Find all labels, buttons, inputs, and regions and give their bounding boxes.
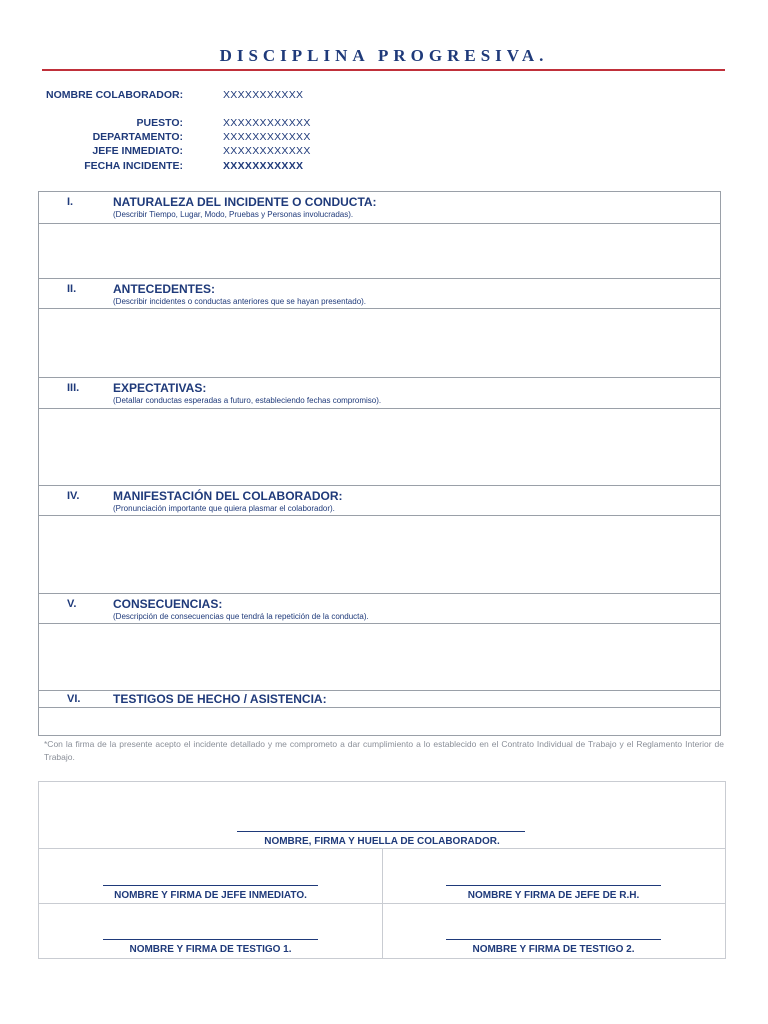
section-header — [39, 378, 720, 409]
jefe-value: XXXXXXXXXXXX — [223, 145, 311, 157]
section-header — [39, 486, 720, 516]
section-number: V. — [67, 598, 77, 610]
section-number: I. — [67, 196, 74, 208]
jefe-label: JEFE INMEDIATO: — [92, 145, 183, 157]
section-title: MANIFESTACIÓN DEL COLABORADOR: — [113, 489, 343, 503]
section-input-area[interactable] — [39, 516, 720, 594]
section-number: IV. — [67, 490, 80, 502]
section-header — [39, 192, 720, 224]
fecha-label: FECHA INCIDENTE: — [84, 160, 183, 172]
sections-table — [38, 191, 721, 736]
departamento-label: DEPARTAMENTO: — [92, 131, 183, 143]
section-description: (Descripción de consecuencias que tendrá la repetición de la conducta). — [113, 612, 369, 621]
signature-row — [39, 849, 725, 904]
signature-row — [39, 904, 725, 958]
section-input-area[interactable] — [39, 624, 720, 691]
signature-label-colaborador: NOMBRE, FIRMA Y HUELLA DE COLABORADOR. — [264, 836, 500, 847]
signature-line[interactable] — [446, 885, 661, 886]
departamento-value: XXXXXXXXXXXX — [223, 131, 311, 143]
signature-line[interactable] — [103, 939, 318, 940]
section-input-area[interactable] — [39, 708, 720, 735]
signature-label-testigo-2: NOMBRE Y FIRMA DE TESTIGO 2. — [472, 944, 635, 955]
consent-footnote: *Con la firma de la presente acepto el incidente detallado y me comprometo a dar cumplimiento a lo establecido en el Contrato Individual de Trabajo y el Reglamento Interior de Trabajo. — [44, 739, 724, 762]
section-title: NATURALEZA DEL INCIDENTE O CONDUCTA: — [113, 195, 377, 209]
section-number: II. — [67, 283, 77, 295]
section-header — [39, 691, 720, 708]
section-header — [39, 594, 720, 624]
signature-label-testigo-1: NOMBRE Y FIRMA DE TESTIGO 1. — [129, 944, 292, 955]
section-input-area[interactable] — [39, 224, 720, 279]
section-description: (Describir incidentes o conductas anteriores que se hayan presentado). — [113, 297, 367, 306]
signature-row — [39, 782, 725, 849]
signature-label-jefe-inmediato: NOMBRE Y FIRMA DE JEFE INMEDIATO. — [114, 890, 307, 901]
signature-line[interactable] — [446, 939, 661, 940]
section-description: (Pronunciación importante que quiera plasmar el colaborador). — [113, 504, 335, 513]
section-number: VI. — [67, 693, 81, 705]
fecha-value: XXXXXXXXXXX — [223, 160, 304, 172]
section-title: EXPECTATIVAS: — [113, 381, 207, 395]
signature-line[interactable] — [103, 885, 318, 886]
section-title: CONSECUENCIAS: — [113, 597, 223, 611]
section-input-area[interactable] — [39, 409, 720, 486]
puesto-label: PUESTO: — [136, 117, 183, 129]
signature-line[interactable] — [237, 831, 525, 832]
section-title: ANTECEDENTES: — [113, 282, 216, 296]
signatures-table — [38, 781, 726, 959]
section-description: (Describir Tiempo, Lugar, Modo, Pruebas y Personas involucradas). — [113, 210, 354, 219]
title-divider — [42, 69, 725, 71]
section-input-area[interactable] — [39, 309, 720, 378]
section-header — [39, 279, 720, 309]
nombre-value: XXXXXXXXXXX — [223, 89, 304, 101]
nombre-label: NOMBRE COLABORADOR: — [46, 89, 184, 101]
section-number: III. — [67, 382, 80, 394]
signature-label-jefe-rh: NOMBRE Y FIRMA DE JEFE DE R.H. — [467, 890, 640, 901]
document-title: DISCIPLINA PROGRESIVA. — [219, 46, 549, 65]
section-title: TESTIGOS DE HECHO / ASISTENCIA: — [113, 692, 327, 706]
section-description: (Detallar conductas esperadas a futuro, estableciendo fechas compromiso). — [113, 396, 382, 405]
puesto-value: XXXXXXXXXXXX — [223, 117, 311, 129]
